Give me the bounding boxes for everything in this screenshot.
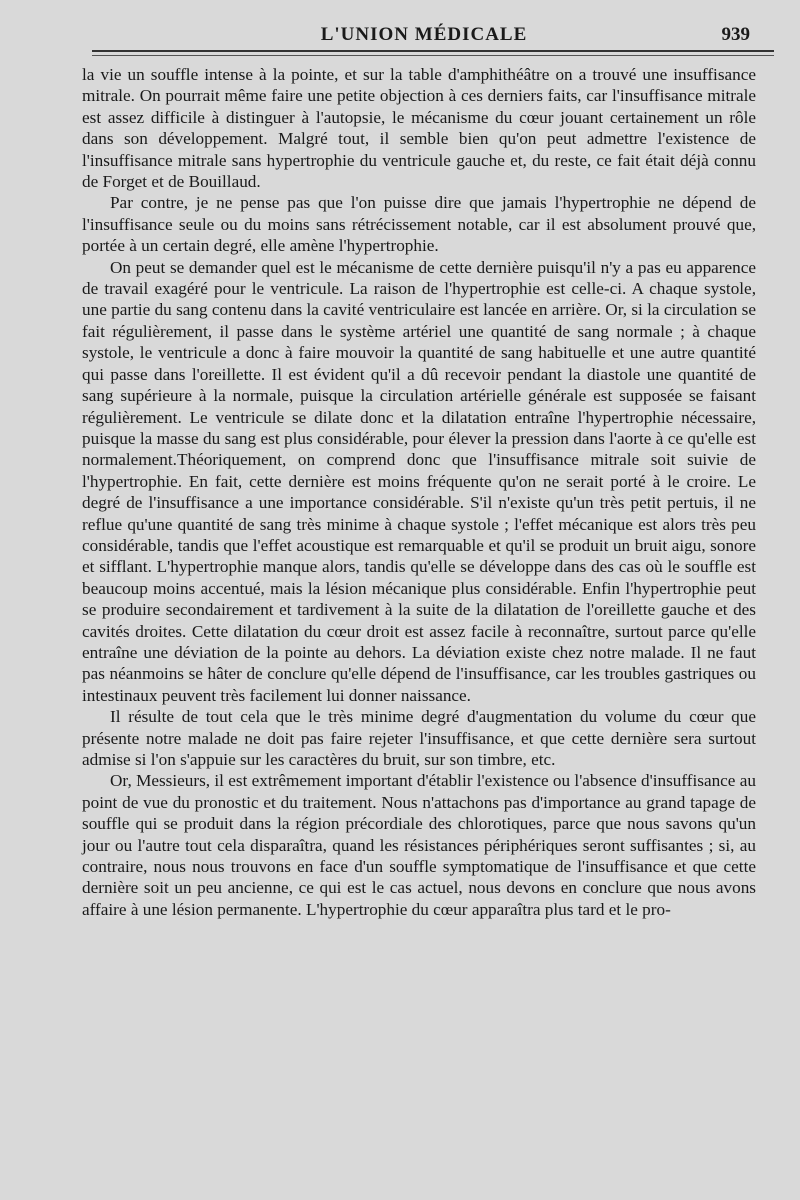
paragraph: Or, Messieurs, il est extrêmement important d'établir l'existence ou l'absence d'insuffisance au point de vue du pronostic et du traitement. Nous n'attachons pas d'importance au grand tapage de souffle qui se produit dans la région précordiale des chlorotiques, parce que nous savons qu'un jour ou l'autre tout cela disparaîtra, quand les résistances périphériques seront suffisantes ; si, au contraire, nous nous trouvons en face d'un souffle symptomatique de l'insuffisance et que cette dernière soit un peu ancienne, ce qui est le cas actuel, nous devons en conclure que nous avons affaire à une lésion permanente. L'hypertrophie du cœur apparaîtra plus tard et le pro- [82, 771, 756, 919]
page-number: 939 [721, 24, 750, 45]
paragraph: la vie un souffle intense à la pointe, et sur la table d'amphithéâtre on a trouvé une insuffisance mitrale. On pourrait même faire une petite objection à ces derniers faits, car l'insuffisance mitrale est assez difficile à distinguer à l'autopsie, le mécanisme du cœur jouant certainement un rôle dans son développement. Malgré tout, il semble bien qu'on peut admettre l'existence de l'insuffisance mitrale sans hypertrophie du ventricule gauche et, du reste, ce fait était déjà connu de Forget et de Bouillaud. [82, 65, 756, 192]
paragraph: On peut se demander quel est le mécanisme de cette dernière puisqu'il n'y a pas eu apparence de travail exagéré pour le ventricule. La raison de l'hypertrophie est celle-ci. A chaque systole, une partie du sang contenu dans la cavité ventriculaire est lancée en arrière. Or, si la circulation se fait régulièrement, il passe dans le système artériel une quantité de sang normale ; à chaque systole, le ventricule a donc à faire mouvoir la quantité de sang habituelle et une autre quantité qui passe dans l'oreillette. Il est évident qu'il a dû recevoir pendant la diastole une quantité de sang supérieure à la normale, puisque la circulation artérielle générale est supposée se faisant régulièrement. Le ventricule se dilate donc et la dilatation entraîne l'hypertrophie nécessaire, puisque la masse du sang est plus considérable, pour élever la pression dans l'aorte à ce qu'elle est normalement.Théoriquement, on comprend donc que l'insuffisance mitrale soit suivie de l'hypertrophie. En fait, cette dernière est moins fréquente qu'on ne serait porté à le croire. Le degré de l'insuffisance a une importance considérable. S'il n'existe qu'un très petit pertuis, il ne reflue qu'une quantité de sang très minime à chaque systole ; l'effet mécanique est alors très peu considérable, tandis que l'effet acoustique est remarquable et qu'il se produit un bruit aigu, sonore et sifflant. L'hypertrophie manque alors, tandis qu'elle se développe dans des cas où le souffle est beaucoup moins accentué, mais la lésion mécanique plus considérable. Enfin l'hypertrophie peut se produire secondairement et tardivement à la suite de la dilatation de l'oreillette gauche et des cavités droites. Cette dilatation du cœur droit est assez facile à reconnaître, surtout parce qu'elle entraîne une déviation de la pointe au dehors. La déviation existe chez notre malade. Il ne faut pas néanmoins se hâter de conclure qu'elle dépend de l'insuffisance, car les troubles gastriques ou intestinaux peuvent très facilement lui donner naissance. [82, 257, 756, 705]
paragraph: Il résulte de tout cela que le très minime degré d'augmentation du volume du cœur que présente notre malade ne doit pas faire rejeter l'insuffisance, et que cette dernière sera surtout admise si l'on s'appuie sur les caractères du bruit, sur son timbre, etc. [82, 707, 756, 769]
running-title: L'UNION MÉDICALE [320, 24, 528, 45]
header-rule [92, 50, 774, 56]
page-header [88, 22, 760, 52]
paragraph: Par contre, je ne pense pas que l'on puisse dire que jamais l'hypertrophie ne dépend de l'insuffisance seule ou du moins sans rétrécissement notable, car il est absolument prouvé que, portée à un certain degré, elle amène l'hypertrophie. [82, 193, 756, 256]
article-body [82, 64, 756, 920]
